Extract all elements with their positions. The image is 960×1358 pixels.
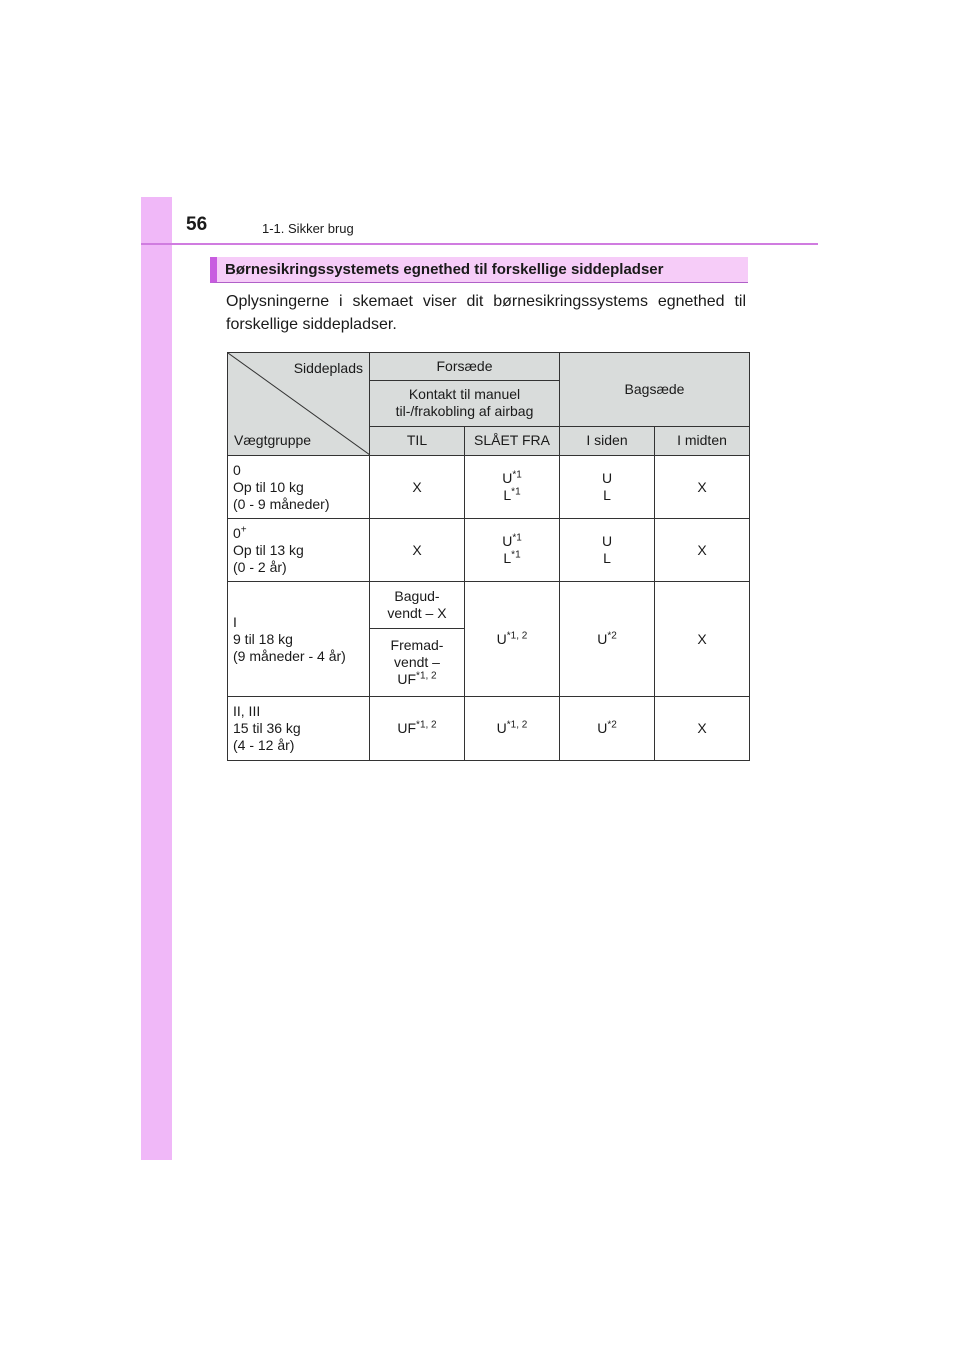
footnote-ref: 1 (516, 469, 522, 481)
cell-off (465, 519, 560, 582)
cell-on (370, 697, 465, 761)
value: vendt – (394, 654, 440, 670)
section-title: Børnesikringssystemets egnethed til forskellige siddepladser (210, 257, 748, 283)
footnote-ref: 1 (516, 532, 522, 544)
cell-middle: X (655, 697, 750, 761)
header-off: SLÅET FRA (465, 426, 560, 455)
running-header: 1-1. Sikker brug (262, 221, 354, 236)
footnote-ref: 1, 2 (510, 629, 528, 641)
corner-weight-label: Vægtgruppe (234, 432, 312, 448)
value: U (597, 630, 608, 647)
value: UF (397, 720, 417, 736)
footnote-star: * (416, 719, 420, 731)
value: U (496, 630, 507, 647)
footnote-star: * (511, 486, 516, 498)
value: L (503, 487, 512, 503)
footnote-star: * (416, 670, 420, 682)
header-front-seat: Forsæde (370, 353, 560, 381)
header-airbag-switch: Kontakt til manuel til-/frakobling af airbag (370, 381, 560, 426)
value: L (503, 550, 512, 566)
cell-side (560, 582, 655, 697)
chapter-tab-bar (141, 197, 172, 1160)
group-age: (0 - 2 år) (233, 558, 287, 575)
table-row (228, 456, 750, 519)
value: U (597, 720, 608, 736)
group-code: II, III (233, 703, 261, 719)
cell-rear-facing (370, 582, 465, 629)
cell-side (560, 456, 655, 519)
corner-seat-label: Siddeplads (293, 360, 363, 376)
weight-group-cell (228, 697, 370, 761)
cell-forward-facing (370, 629, 465, 697)
footnote-star: * (512, 532, 517, 544)
cell-on: X (370, 519, 465, 582)
weight-group-cell (228, 582, 370, 697)
cell-middle: X (655, 519, 750, 582)
intro-paragraph: Oplysningerne i skemaet viser dit børnesikringssystems egnethed til forskellige siddepladser. (226, 293, 746, 333)
table-row (228, 697, 750, 761)
value: U (502, 533, 513, 549)
footnote-ref: 2 (611, 719, 617, 731)
table-row (228, 519, 750, 582)
footnote-star: * (607, 719, 612, 731)
footnote-ref: 1, 2 (510, 719, 528, 731)
value: U (502, 470, 513, 486)
value: U (601, 533, 613, 549)
page-number: 56 (186, 214, 208, 235)
footnote-ref: 1 (515, 549, 521, 561)
group-code: I (233, 613, 237, 630)
value: UF (397, 671, 417, 687)
footnote-star: * (506, 719, 511, 731)
value: Fremad- (390, 637, 444, 653)
value: vendt – X (387, 605, 447, 621)
footnote-star: * (607, 629, 612, 641)
footnote-ref: 1, 2 (419, 719, 437, 731)
value: Bagud- (394, 588, 440, 604)
table-row (228, 582, 750, 629)
footnote-star: * (511, 549, 516, 561)
cell-side (560, 697, 655, 761)
cell-middle: X (655, 582, 750, 697)
group-age: (9 måneder - 4 år) (233, 647, 346, 664)
cell-on: X (370, 456, 465, 519)
header-rear-seat: Bagsæde (560, 353, 750, 427)
group-code: 0 (233, 524, 241, 541)
group-plus-sign: + (240, 523, 247, 535)
cell-off (465, 456, 560, 519)
header-side: I siden (560, 426, 655, 455)
group-weight: Op til 10 kg (233, 478, 304, 495)
cell-side (560, 519, 655, 582)
cell-middle: X (655, 456, 750, 519)
cell-off (465, 582, 560, 697)
value: L (603, 550, 611, 566)
weight-group-cell (228, 519, 370, 582)
footnote-ref: 1, 2 (419, 670, 437, 682)
value: U (601, 470, 613, 486)
header-divider (141, 243, 818, 245)
group-age: (4 - 12 år) (233, 737, 295, 753)
group-age: (0 - 9 måneder) (233, 495, 330, 512)
value: U (496, 720, 507, 736)
group-code: 0 (233, 461, 241, 478)
footnote-star: * (512, 469, 517, 481)
group-weight: Op til 13 kg (233, 541, 304, 558)
cell-off (465, 697, 560, 761)
group-weight: 15 til 36 kg (233, 720, 301, 736)
value: L (603, 487, 611, 503)
header-on: TIL (370, 426, 465, 455)
seat-compatibility-table (227, 352, 750, 761)
group-weight: 9 til 18 kg (233, 630, 293, 647)
header-middle: I midten (655, 426, 750, 455)
table-corner-cell (228, 353, 370, 456)
weight-group-cell (228, 456, 370, 519)
footnote-ref: 1 (515, 486, 521, 498)
footnote-star: * (506, 629, 511, 641)
footnote-ref: 2 (611, 629, 617, 641)
